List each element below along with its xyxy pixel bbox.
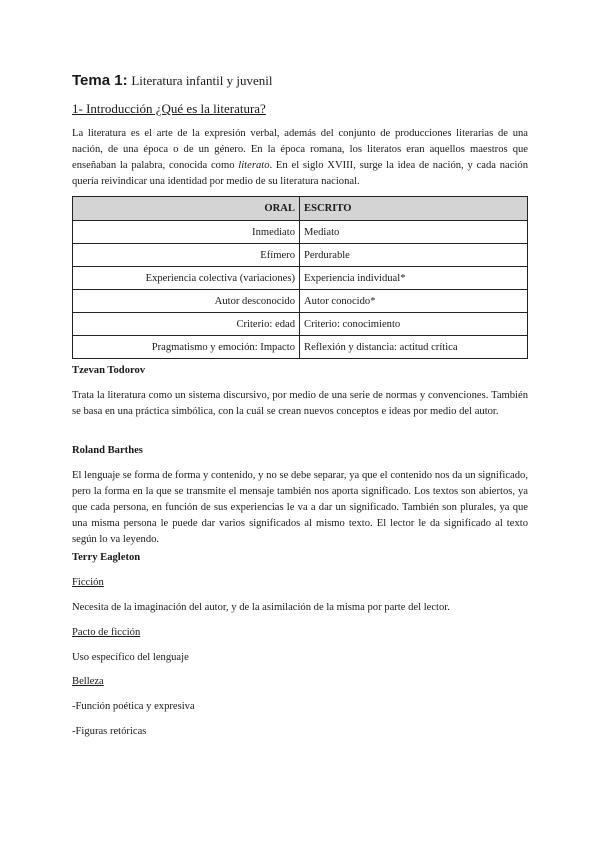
table-cell-escrito: Autor conocido*	[300, 290, 528, 313]
list-item: -Función poética y expresiva	[72, 701, 195, 712]
table-cell-oral: Inmediato	[73, 221, 300, 244]
ficcion-heading: Ficción	[72, 577, 104, 588]
barthes-paragraph: El lenguaje se forma de forma y contenido, y no se debe separar, ya que el contenido nos da un significado, pero la forma en la que se transmite el mensaje también nos aporta significado. Los textos son abiertos, ya que cada persona, en función de sus experiencias le va a dar un significado. También son plurales, ya que una misma persona le puede dar varios significados al mismo texto. El lector le da significado al texto según lo va leyendo.	[72, 470, 528, 545]
table-header-oral: ORAL	[73, 197, 300, 221]
table-row	[73, 290, 528, 313]
todorov-paragraph: Trata la literatura como un sistema discursivo, por medio de una serie de normas y convenciones. También se basa en una práctica simbólica, con la cuál se crean nuevos conceptos e ideas por medio del autor.	[72, 390, 528, 417]
table-row	[73, 244, 528, 267]
table-cell-escrito: Reflexión y distancia: actitud crítica	[300, 336, 528, 359]
intro-text-2: . En el siglo XVIII, surge la idea de nación, y cada nación quería reivindicar una identidad por medio de su literatura nacional.	[72, 160, 528, 187]
table-row	[73, 267, 528, 290]
table-cell-oral: Criterio: edad	[73, 313, 300, 336]
table-cell-oral: Efímero	[73, 244, 300, 267]
ficcion-text: Necesita de la imaginación del autor, y de la asimilación de la misma por parte del lector.	[72, 602, 450, 613]
intro-text-1: La literatura es el arte de la expresión verbal, además del conjunto de producciones literarias de una nación, de una época o de un género. En la época romana, los literatos eran aquellos maestros que enseñaban la palabra, conocida como	[72, 128, 528, 171]
barthes-heading: Roland Barthes	[72, 445, 143, 456]
page-title	[72, 72, 272, 90]
table-cell-escrito: Mediato	[300, 221, 528, 244]
todorov-heading: Tzevan Todorov	[72, 365, 146, 376]
pacto-text: Uso específico del lenguaje	[72, 652, 189, 663]
table-row	[73, 221, 528, 244]
comparison-table	[72, 196, 528, 359]
list-item: -Figuras retóricas	[72, 726, 147, 737]
eagleton-heading: Terry Eagleton	[72, 552, 141, 563]
intro-paragraph	[72, 126, 528, 190]
belleza-heading: Belleza	[72, 676, 104, 687]
table-cell-escrito: Criterio: conocimiento	[300, 313, 528, 336]
table-header-row	[73, 197, 528, 221]
table-cell-escrito: Perdurable	[300, 244, 528, 267]
table-cell-oral: Autor desconocido	[73, 290, 300, 313]
title-number: Tema 1:	[72, 72, 128, 89]
intro-italic-word: literato	[238, 160, 270, 171]
title-text: Literatura infantil y juvenil	[131, 73, 273, 88]
table-cell-escrito: Experiencia individual*	[300, 267, 528, 290]
table-cell-oral: Experiencia colectiva (variaciones)	[73, 267, 300, 290]
table-header-escrito: ESCRITO	[300, 197, 528, 221]
section-heading: 1- Introducción ¿Qué es la literatura?	[72, 101, 266, 116]
table-cell-oral: Pragmatismo y emoción: Impacto	[73, 336, 300, 359]
pacto-heading: Pacto de ficción	[72, 627, 141, 638]
table-row	[73, 336, 528, 359]
table-row	[73, 313, 528, 336]
